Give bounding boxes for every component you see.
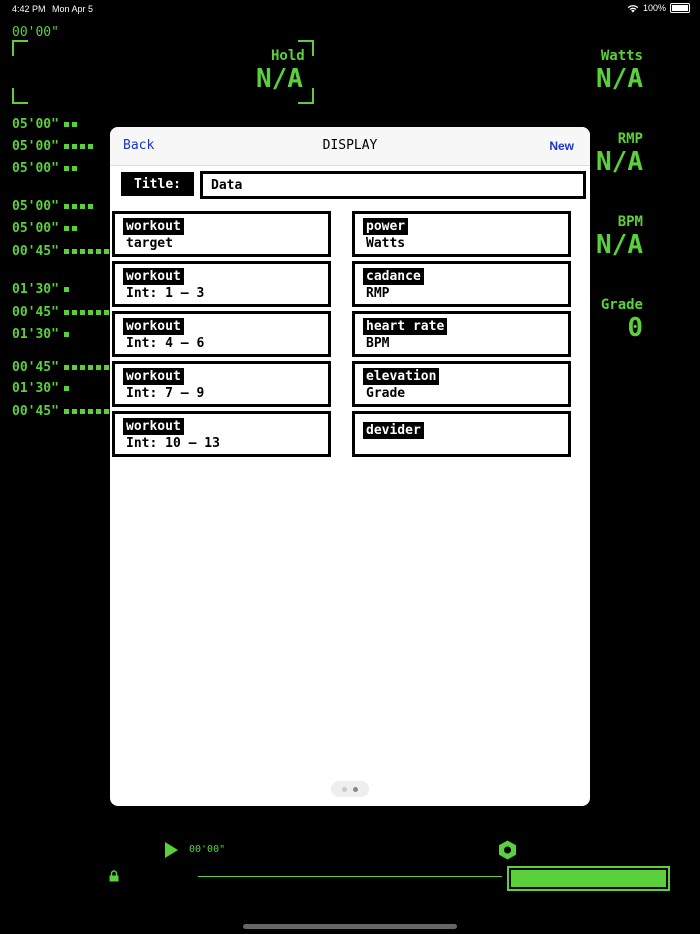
page-dot <box>342 787 347 792</box>
metric-rmp-label: RMP <box>617 131 643 147</box>
segment-time: 00'45" <box>12 244 59 259</box>
metric-watts-label: Watts <box>600 48 643 64</box>
segment-dot <box>64 386 69 391</box>
segment-dots <box>64 287 69 292</box>
card-sub: Int: 7 – 9 <box>126 386 205 401</box>
card-tag: workout <box>123 218 184 235</box>
segment-dot <box>72 166 77 171</box>
home-indicator <box>243 924 457 929</box>
segment-row <box>12 244 109 259</box>
back-button[interactable]: Back <box>123 138 155 153</box>
metric-bpm-value: N/A <box>596 230 643 260</box>
segment-dot <box>104 409 109 414</box>
metric-grade-value: 0 <box>627 313 643 343</box>
card-elevation[interactable] <box>352 361 571 407</box>
card-workout-target[interactable] <box>112 211 331 257</box>
card-heart-rate[interactable] <box>352 311 571 357</box>
card-sub: target <box>126 236 173 251</box>
card-workout-int-1-3[interactable] <box>112 261 331 307</box>
segment-dot <box>96 310 101 315</box>
card-tag: workout <box>123 418 184 435</box>
segment-row <box>12 305 109 320</box>
card-tag: devider <box>363 422 424 439</box>
segment-dots <box>64 166 77 171</box>
status-date: Mon Apr 5 <box>52 4 94 14</box>
card-sub: Int: 1 – 3 <box>126 286 205 301</box>
page-dot-active <box>353 787 358 792</box>
segment-dot <box>80 144 85 149</box>
metric-rmp-value: N/A <box>596 147 643 177</box>
segment-time: 05'00" <box>12 117 59 132</box>
segment-dots <box>64 365 109 370</box>
segment-dot <box>72 365 77 370</box>
page-indicator[interactable] <box>331 781 369 797</box>
segment-row <box>12 282 69 297</box>
segment-time: 05'00" <box>12 161 59 176</box>
play-icon[interactable] <box>165 842 178 858</box>
title-label: Title: <box>121 172 194 196</box>
segment-dot <box>72 122 77 127</box>
hold-label: Hold <box>271 48 305 64</box>
segment-dot <box>96 365 101 370</box>
segment-dots <box>64 204 93 209</box>
segment-dot <box>64 310 69 315</box>
card-sub: Int: 10 – 13 <box>126 436 220 451</box>
segment-row <box>12 199 93 214</box>
progress-bar <box>507 866 670 891</box>
segment-dots <box>64 249 109 254</box>
segment-dot <box>64 204 69 209</box>
segment-dot <box>104 249 109 254</box>
metric-grade-label: Grade <box>600 297 643 313</box>
bracket-bottom-left <box>12 88 28 104</box>
card-sub: Grade <box>366 386 406 401</box>
segment-dot <box>80 204 85 209</box>
segment-row <box>12 404 109 419</box>
segment-dot <box>104 310 109 315</box>
segment-dot <box>72 226 77 231</box>
timeline-track[interactable] <box>198 876 502 877</box>
card-workout-int-7-9[interactable] <box>112 361 331 407</box>
segment-dots <box>64 409 109 414</box>
card-tag: workout <box>123 268 184 285</box>
segment-dot <box>64 249 69 254</box>
segment-row <box>12 139 93 154</box>
segment-dot <box>80 365 85 370</box>
segment-dot <box>88 365 93 370</box>
segment-time: 01'30" <box>12 282 59 297</box>
segment-dot <box>64 409 69 414</box>
card-cadance[interactable] <box>352 261 571 307</box>
segment-time: 05'00" <box>12 221 59 236</box>
segment-time: 01'30" <box>12 381 59 396</box>
status-right <box>627 3 690 13</box>
segment-dots <box>64 122 77 127</box>
segment-dot <box>72 409 77 414</box>
segment-dot <box>88 204 93 209</box>
card-tag: power <box>363 218 408 235</box>
card-sub: BPM <box>366 336 390 351</box>
segment-dot <box>72 144 77 149</box>
lock-icon[interactable] <box>108 870 120 882</box>
segment-row <box>12 381 69 396</box>
card-sub: Int: 4 – 6 <box>126 336 205 351</box>
segment-dots <box>64 144 93 149</box>
segment-dot <box>72 310 77 315</box>
segment-dot <box>64 122 69 127</box>
segment-dot <box>64 332 69 337</box>
segment-row <box>12 360 109 375</box>
wifi-icon <box>627 4 639 13</box>
segment-dots <box>64 310 109 315</box>
segment-row <box>12 221 77 236</box>
card-devider[interactable] <box>352 411 571 457</box>
segment-dot <box>88 409 93 414</box>
card-sub: Watts <box>366 236 406 251</box>
segment-dot <box>64 144 69 149</box>
segment-dots <box>64 386 69 391</box>
segment-dot <box>96 249 101 254</box>
display-modal <box>110 127 590 806</box>
segment-dot <box>64 365 69 370</box>
card-power[interactable] <box>352 211 571 257</box>
segment-row <box>12 161 77 176</box>
segment-time: 05'00" <box>12 139 59 154</box>
battery-percent: 100% <box>642 3 666 13</box>
status-bar <box>0 0 700 18</box>
segment-dots <box>64 226 77 231</box>
segment-dot <box>88 249 93 254</box>
segment-dot <box>80 310 85 315</box>
card-tag: elevation <box>363 368 439 385</box>
modal-title: DISPLAY <box>322 138 378 153</box>
player-time: 00'00" <box>189 844 226 855</box>
segment-dot <box>88 310 93 315</box>
segment-dot <box>72 249 77 254</box>
title-input[interactable] <box>200 171 586 199</box>
segment-dot <box>80 249 85 254</box>
card-tag: cadance <box>363 268 424 285</box>
bracket-top-left <box>12 40 28 56</box>
new-button[interactable]: New <box>549 139 574 153</box>
card-workout-int-4-6[interactable] <box>112 311 331 357</box>
segment-time: 00'45" <box>12 404 59 419</box>
segment-time: 00'45" <box>12 305 59 320</box>
segment-dot <box>64 287 69 292</box>
modal-nav-bar <box>110 127 590 166</box>
segment-dot <box>80 409 85 414</box>
card-tag: workout <box>123 368 184 385</box>
segment-dot <box>64 166 69 171</box>
elapsed-time: 00'00" <box>12 25 59 40</box>
segment-dots <box>64 332 69 337</box>
card-tag: heart rate <box>363 318 447 335</box>
segment-time: 05'00" <box>12 199 59 214</box>
metric-bpm-label: BPM <box>617 214 643 230</box>
segment-dot <box>96 409 101 414</box>
hold-value: N/A <box>256 64 303 94</box>
segment-row <box>12 327 69 342</box>
segment-time: 01'30" <box>12 327 59 342</box>
card-workout-int-10-13[interactable] <box>112 411 331 457</box>
segment-dot <box>88 144 93 149</box>
segment-time: 00'45" <box>12 360 59 375</box>
card-sub: RMP <box>366 286 390 301</box>
progress-fill <box>511 870 666 887</box>
segment-dot <box>64 226 69 231</box>
settings-hex-icon[interactable] <box>498 840 517 860</box>
segment-dot <box>104 365 109 370</box>
metric-watts-value: N/A <box>596 64 643 94</box>
battery-icon <box>670 3 690 13</box>
segment-row <box>12 117 77 132</box>
segment-dot <box>72 204 77 209</box>
status-time: 4:42 PM <box>12 4 46 14</box>
card-tag: workout <box>123 318 184 335</box>
